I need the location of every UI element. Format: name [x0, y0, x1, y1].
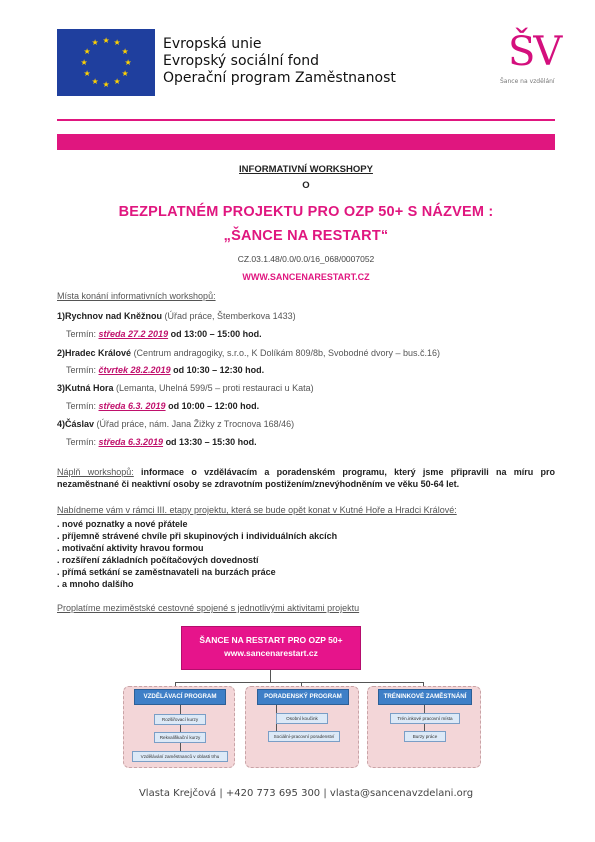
eu-line-3: Operační program Zaměstnanost: [163, 70, 396, 86]
logo-tagline: Šance na vzdělání: [500, 78, 555, 85]
offer-item-1: . nové poznatky a nové přátele: [57, 519, 188, 529]
place-1-term: Termín: středa 27.2 2019 od 13:00 – 15:00 hod.: [66, 329, 262, 339]
place-1: 1)Rychnov nad Kněžnou (Úřad práce, Štemberkova 1433): [57, 311, 296, 321]
panel-education: [123, 686, 235, 768]
panel-training: [367, 686, 481, 768]
eu-star-icon: ★: [121, 46, 129, 56]
place-3: 3)Kutná Hora (Lemanta, Uhelná 599/5 – proti restauraci u Kata): [57, 383, 314, 393]
eu-line-1: Evropská unie: [163, 36, 262, 52]
connector-horizontal: [175, 682, 423, 683]
project-website: WWW.SANCENARESTART.CZ: [242, 272, 370, 282]
place-2: 2)Hradec Králové (Centrum andragogiky, s.r.o., K Dolíkám 809/8b, Svobodné dvory – bus.č.16): [57, 348, 441, 358]
place-2-term: Termín: čtvrtek 28.2.2019 od 10:30 – 12:30 hod.: [66, 365, 265, 375]
eu-star-icon: ★: [113, 38, 121, 48]
eu-star-icon: ★: [113, 76, 121, 86]
eu-text-block: [163, 36, 396, 87]
footer-contact: Vlasta Krejčová | +420 773 695 300 | vlasta@sancenavzdelani.org: [138, 788, 474, 799]
connector-vertical: [270, 670, 271, 682]
panel-counselling: [245, 686, 359, 768]
offer-item-5: . přímá setkání se zaměstnavateli na burzách práce: [57, 567, 276, 577]
eu-line-2: Evropský sociální fond: [163, 53, 320, 69]
sub-training-1: Trén.inkové pracovní místa: [390, 713, 460, 724]
category-counselling: PORADENSKÝ PROGRAM: [257, 689, 349, 705]
category-education: VZDĚLÁVACÍ PROGRAM: [134, 689, 226, 705]
places-heading: Místa konání informativních workshopů:: [57, 291, 216, 301]
sance-logo: [498, 26, 560, 96]
workshop-content: Náplň workshopů: informace o vzdělávacím a poradenském programu, který jsme připravili na míru pro nezaměstnané či neaktivní osoby se zdravotním postižením/znevýhodněním ve věku 50-64 let.: [57, 467, 555, 489]
eu-star-icon: ★: [80, 57, 88, 67]
place-3-term: Termín: středa 6.3. 2019 od 10:00 – 12:00 hod.: [66, 401, 260, 411]
diagram-top-title: ŠANCE NA RESTART PRO OZP 50+: [199, 635, 343, 645]
place-4-term: Termín: středa 6.3.2019 od 13:30 – 15:30 hod.: [66, 437, 257, 447]
panel-education-stem: [180, 705, 181, 757]
category-training: TRÉNINKOVÉ ZAMĚSTNÁNÍ: [378, 689, 472, 705]
place-4: 4)Čáslav (Úřad práce, nám. Jana Žižky z Trocnova 168/46): [57, 419, 295, 429]
main-title-line1: BEZPLATNÉM PROJEKTU PRO OZP 50+ S NÁZVEM :: [118, 204, 494, 220]
eu-star-icon: ★: [83, 46, 91, 56]
sub-education-3: Vzdělávání zaměstnanců v oblasti trhu: [132, 751, 228, 762]
eu-star-icon: ★: [83, 68, 91, 78]
divider-line: [57, 119, 555, 121]
diagram-top-box: [181, 626, 361, 670]
logo-letters: ŠV: [508, 29, 561, 75]
eu-star-icon: ★: [91, 76, 99, 86]
main-title-line2: „ŠANCE NA RESTART“: [223, 228, 389, 244]
offer-item-2: . příjemně strávené chvíle při skupinových i individuálních akcích: [57, 531, 338, 541]
project-code: CZ.03.1.48/0.0/0.0/16_068/0007052: [237, 254, 375, 264]
eu-flag-icon: [57, 29, 155, 96]
sub-counselling-1: Osobní koučink: [276, 713, 328, 724]
sub-education-2: Rekvalifikační kurzy: [154, 732, 206, 743]
sub-education-1: Rozšiřovací kurzy: [154, 714, 206, 725]
eu-star-icon: ★: [102, 79, 110, 89]
travel-note: Proplatíme meziměstské cestovné spojené s jednotlivými aktivitami projektu: [57, 603, 360, 613]
title-o: O: [302, 180, 310, 191]
offer-item-4: . rozšíření základních počítačových dovedností: [57, 555, 259, 565]
program-diagram: [57, 620, 555, 775]
sub-counselling-2: Sociální-pracovní poradenství: [268, 731, 340, 742]
kicker-title: INFORMATIVNÍ WORKSHOPY: [239, 164, 373, 175]
eu-star-icon: ★: [91, 38, 99, 48]
sub-training-2: Burzy práce: [404, 731, 446, 742]
eu-star-icon: ★: [124, 57, 132, 67]
offer-heading: Nabídneme vám v rámci III. etapy projektu, která se bude opět konat v Kutné Hoře a Hradci Králové:: [57, 505, 457, 515]
offer-item-6: . a mnoho dalšího: [57, 579, 134, 589]
offer-item-3: . motivační aktivity hravou formou: [57, 543, 204, 553]
eu-star-icon: ★: [102, 35, 110, 45]
divider-bar: [57, 134, 555, 150]
diagram-top-web: www.sancenarestart.cz: [224, 648, 318, 658]
eu-star-icon: ★: [121, 68, 129, 78]
